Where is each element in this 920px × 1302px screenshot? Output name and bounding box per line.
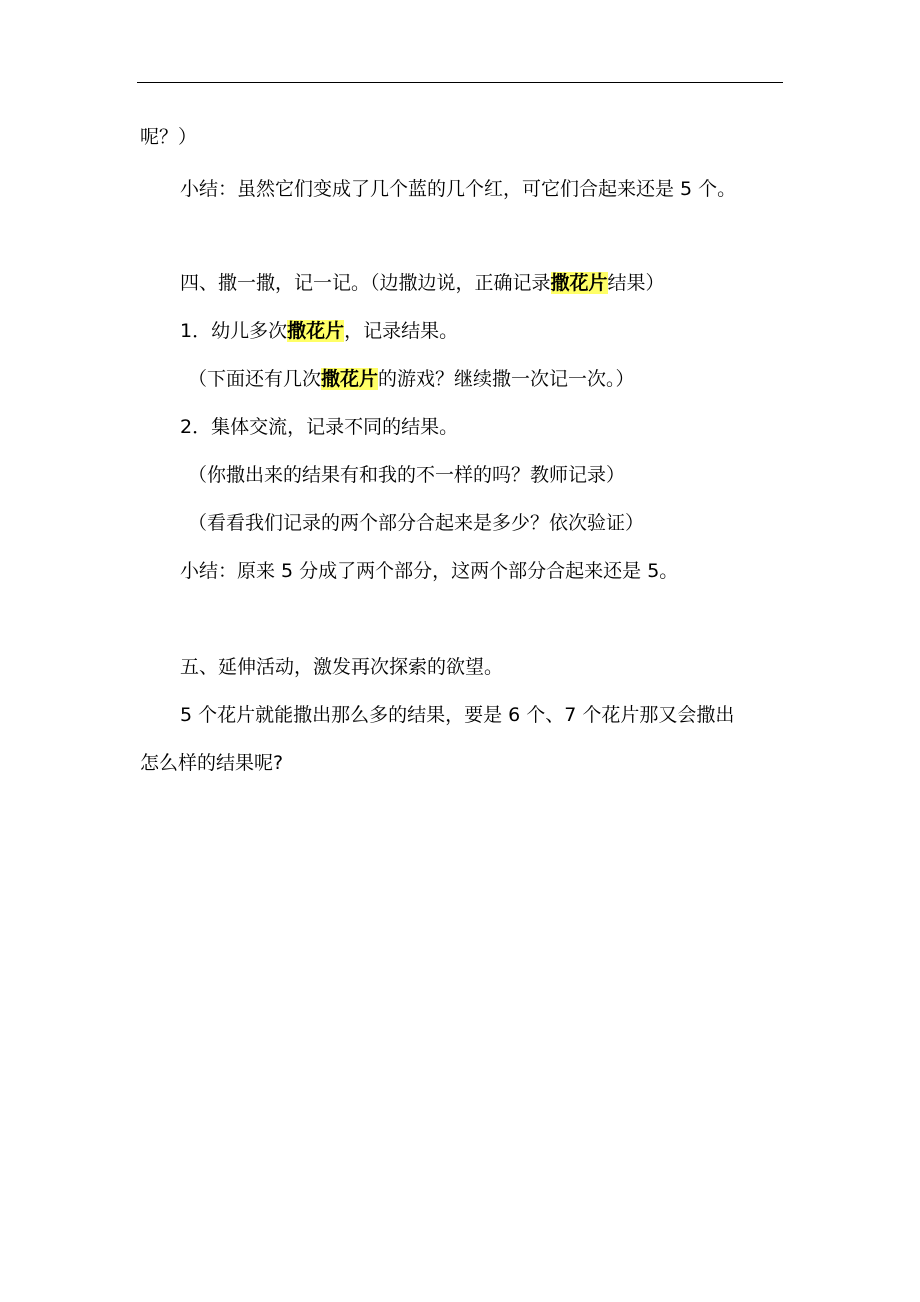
paragraph-line-7: （你撒出来的结果有和我的不一样的吗？教师记录） <box>188 464 626 486</box>
list-item-2: 2．集体交流，记录不同的结果。 <box>180 416 459 438</box>
highlighted-term: 撒花片 <box>550 272 608 294</box>
summary-line-2: 小结：原来 5 分成了两个部分，这两个部分合起来还是 5。 <box>180 560 679 582</box>
text-segment: 1．幼儿多次 <box>180 320 288 342</box>
header-rule <box>137 82 783 83</box>
paragraph-line-11: 5 个花片就能撒出那么多的结果，要是 6 个、7 个花片那又会撒出 <box>180 704 735 726</box>
highlighted-term: 撒花片 <box>321 368 379 390</box>
list-item-1 <box>180 318 458 344</box>
text-segment: 四、撒一撒，记一记。（边撒边说，正确记录 <box>180 272 551 294</box>
text-segment: 结果） <box>607 272 665 294</box>
text-segment: （下面还有几次 <box>188 368 322 390</box>
section-heading-5: 五、延伸活动，激发再次探索的欲望。 <box>180 656 504 678</box>
text-segment: 的游戏？继续撒一次记一次。） <box>378 368 635 390</box>
paragraph-line-5 <box>188 366 635 392</box>
section-heading-4 <box>180 270 665 296</box>
highlighted-term: 撒花片 <box>287 320 345 342</box>
paragraph-line-12: 怎么样的结果呢? <box>140 752 284 774</box>
summary-line-1: 小结：虽然它们变成了几个蓝的几个红，可它们合起来还是 5 个。 <box>180 178 737 200</box>
paragraph-line-8: （看看我们记录的两个部分合起来是多少？依次验证） <box>188 512 645 534</box>
text-segment: ，记录结果。 <box>344 320 459 342</box>
paragraph-line-1: 呢？） <box>140 126 198 148</box>
